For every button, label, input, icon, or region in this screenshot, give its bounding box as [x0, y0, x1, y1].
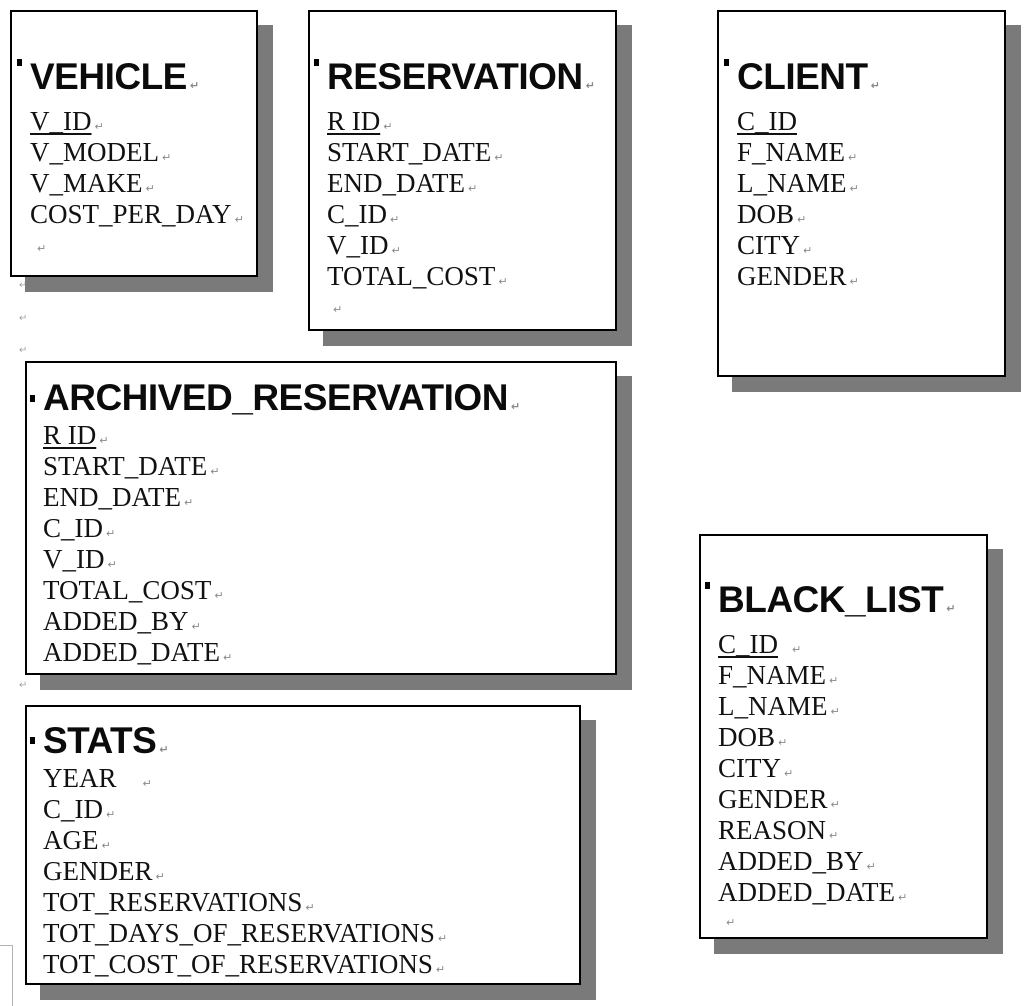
field-name: ADDED_DATE — [43, 637, 220, 667]
field-list — [43, 763, 447, 980]
field-name: CITY — [718, 753, 781, 783]
field-item — [737, 199, 859, 230]
paragraph-mark-icon: ↵ — [784, 767, 794, 780]
entity-title-text: VEHICLE — [30, 56, 187, 97]
paragraph-mark-icon: ↵ — [333, 303, 343, 316]
field-name: C_ID — [327, 199, 387, 229]
field-name: COST_PER_DAY — [30, 199, 232, 229]
field-item — [30, 137, 244, 168]
entity-reservation — [308, 10, 617, 331]
field-name: AGE — [43, 825, 99, 855]
field-item — [30, 106, 244, 137]
field-item — [43, 794, 447, 825]
primary-key-field: R ID — [43, 420, 97, 450]
entity-title-text: RESERVATION — [327, 56, 583, 97]
entity-stats — [25, 705, 581, 985]
bullet-marker — [724, 59, 729, 66]
paragraph-mark-icon: ↵ — [214, 589, 224, 602]
paragraph-mark-icon: ↵ — [19, 280, 28, 291]
paragraph-mark-icon: ↵ — [390, 213, 400, 226]
field-item — [30, 168, 244, 199]
primary-key-field: C_ID — [737, 106, 797, 136]
paragraph-mark-icon: ↵ — [37, 242, 47, 255]
field-item — [30, 199, 244, 230]
field-name: TOTAL_COST — [43, 575, 212, 605]
paragraph-mark-icon: ↵ — [99, 434, 109, 447]
paragraph-mark-icon: ↵ — [101, 839, 111, 852]
field-item — [43, 451, 232, 482]
entity-title — [327, 58, 594, 95]
paragraph-mark-icon: ↵ — [19, 680, 28, 691]
field-item — [327, 199, 508, 230]
bullet-marker — [705, 582, 710, 589]
paragraph-mark-icon: ↵ — [305, 901, 315, 914]
paragraph-mark-icon: ↵ — [803, 244, 813, 257]
entity-title-text: BLACK_LIST — [718, 579, 944, 620]
field-item — [718, 691, 907, 722]
field-item — [43, 420, 232, 451]
field-item — [718, 846, 907, 877]
field-name: TOT_DAYS_OF_RESERVATIONS — [43, 918, 435, 948]
field-name: F_NAME — [718, 660, 827, 690]
field-name: V_MAKE — [30, 168, 143, 198]
field-list — [718, 629, 907, 908]
paragraph-mark-icon: ↵ — [222, 651, 233, 664]
bullet-marker — [30, 395, 35, 402]
field-item — [737, 106, 859, 137]
paragraph-mark-icon: ↵ — [94, 120, 104, 133]
field-name: C_ID — [43, 513, 103, 543]
paragraph-mark-icon: ↵ — [830, 705, 840, 718]
field-list — [43, 420, 232, 668]
field-item — [718, 877, 907, 908]
field-name: GENDER — [718, 784, 828, 814]
field-list — [30, 106, 244, 230]
field-name: ADDED_DATE — [718, 877, 895, 907]
entity-archived-reservation — [25, 361, 617, 675]
entity-title-text: CLIENT — [737, 56, 868, 97]
paragraph-mark-icon: ↵ — [897, 891, 908, 904]
field-name: DOB — [718, 722, 776, 752]
field-name: END_DATE — [327, 168, 465, 198]
paragraph-mark-icon: ↵ — [848, 151, 858, 164]
paragraph-mark-icon: ↵ — [726, 916, 736, 929]
paragraph-mark-icon: ↵ — [437, 932, 448, 945]
entity-title — [737, 58, 879, 95]
entity-title-text: ARCHIVED_RESERVATION — [43, 377, 508, 418]
field-list — [737, 106, 859, 292]
paragraph-mark-icon: ↵ — [19, 313, 28, 324]
field-item — [718, 815, 907, 846]
field-item — [43, 856, 447, 887]
field-item — [327, 230, 508, 261]
field-item — [43, 606, 232, 637]
field-name: GENDER — [43, 856, 153, 886]
paragraph-mark-icon: ↵ — [210, 465, 220, 478]
entity-vehicle — [10, 10, 258, 277]
paragraph-mark-icon: ↵ — [391, 244, 401, 257]
paragraph-mark-icon: ↵ — [829, 829, 839, 842]
paragraph-mark-icon: ↵ — [106, 808, 116, 821]
paragraph-mark-icon: ↵ — [162, 151, 172, 164]
paragraph-mark-icon: ↵ — [383, 120, 393, 133]
field-item — [327, 261, 508, 292]
paragraph-mark-icon: ↵ — [19, 345, 28, 356]
field-name: L_NAME — [718, 691, 828, 721]
paragraph-mark-icon: ↵ — [849, 182, 859, 195]
paragraph-mark-icon: ↵ — [467, 182, 478, 195]
field-item — [43, 482, 232, 513]
field-name: TOTAL_COST — [327, 261, 496, 291]
paragraph-mark-icon: ↵ — [234, 213, 244, 226]
entity-client — [717, 10, 1006, 377]
field-name: START_DATE — [43, 451, 208, 481]
entity-title — [718, 581, 955, 618]
field-name: CITY — [737, 230, 800, 260]
field-name: V_ID — [327, 230, 389, 260]
paragraph-mark-icon: ↵ — [189, 79, 199, 92]
paragraph-mark-icon: ↵ — [159, 743, 169, 756]
entity-title — [43, 379, 520, 416]
paragraph-mark-icon: ↵ — [142, 777, 152, 790]
paragraph-mark-icon: ↵ — [183, 496, 194, 509]
field-item — [327, 168, 508, 199]
paragraph-mark-icon: ↵ — [792, 643, 802, 656]
bullet-marker — [17, 59, 22, 66]
field-list — [327, 106, 508, 292]
entity-title — [30, 58, 199, 95]
field-name: V_MODEL — [30, 137, 159, 167]
field-item — [43, 637, 232, 668]
entity-title — [43, 722, 168, 759]
primary-key-field: C_ID — [718, 629, 778, 659]
field-item — [43, 918, 447, 949]
field-item — [43, 825, 447, 856]
paragraph-mark-icon: ↵ — [510, 400, 520, 413]
paragraph-mark-icon: ↵ — [498, 275, 508, 288]
paragraph-mark-icon: ↵ — [830, 798, 840, 811]
paragraph-mark-icon: ↵ — [585, 79, 595, 92]
field-item — [737, 230, 859, 261]
bullet-marker — [30, 737, 35, 744]
paragraph-mark-icon: ↵ — [145, 182, 155, 195]
field-name: C_ID — [43, 794, 103, 824]
paragraph-mark-icon: ↵ — [829, 674, 839, 687]
field-item — [718, 629, 907, 660]
field-item — [718, 660, 907, 691]
paragraph-mark-icon: ↵ — [797, 213, 807, 226]
field-item — [327, 106, 508, 137]
entity-black-list — [699, 534, 988, 939]
paragraph-mark-icon: ↵ — [191, 620, 201, 633]
field-name: TOT_RESERVATIONS — [43, 887, 303, 917]
bullet-marker — [314, 59, 319, 66]
field-name: DOB — [737, 199, 795, 229]
field-item — [43, 513, 232, 544]
paragraph-mark-icon: ↵ — [849, 275, 859, 288]
field-name: START_DATE — [327, 137, 492, 167]
field-name: GENDER — [737, 261, 847, 291]
field-item — [43, 887, 447, 918]
paragraph-mark-icon: ↵ — [870, 79, 880, 92]
field-name: TOT_COST_OF_RESERVATIONS — [43, 949, 433, 979]
field-name: F_NAME — [737, 137, 846, 167]
field-name: V_ID — [43, 544, 105, 574]
paragraph-mark-icon: ↵ — [435, 963, 446, 976]
field-item — [718, 753, 907, 784]
field-name: L_NAME — [737, 168, 847, 198]
field-item — [737, 261, 859, 292]
field-item — [43, 949, 447, 980]
field-item — [43, 575, 232, 606]
field-name: ADDED_BY — [43, 606, 189, 636]
field-name: ADDED_BY — [718, 846, 864, 876]
primary-key-field: V_ID — [30, 106, 92, 136]
field-item — [718, 784, 907, 815]
paragraph-mark-icon: ↵ — [778, 736, 788, 749]
paragraph-mark-icon: ↵ — [155, 870, 165, 883]
paragraph-mark-icon: ↵ — [866, 860, 876, 873]
field-item — [718, 722, 907, 753]
field-name: REASON — [718, 815, 827, 845]
entity-title-text: STATS — [43, 720, 157, 761]
field-item — [43, 763, 447, 794]
field-item — [327, 137, 508, 168]
field-item — [43, 544, 232, 575]
paragraph-mark-icon: ↵ — [494, 151, 504, 164]
field-name: END_DATE — [43, 482, 181, 512]
paragraph-mark-icon: ↵ — [106, 527, 116, 540]
primary-key-field: R ID — [327, 106, 381, 136]
field-name: YEAR — [43, 763, 117, 793]
field-item — [737, 137, 859, 168]
page-corner-marker — [0, 945, 13, 1006]
field-item — [737, 168, 859, 199]
paragraph-mark-icon: ↵ — [107, 558, 117, 571]
paragraph-mark-icon: ↵ — [946, 602, 955, 615]
